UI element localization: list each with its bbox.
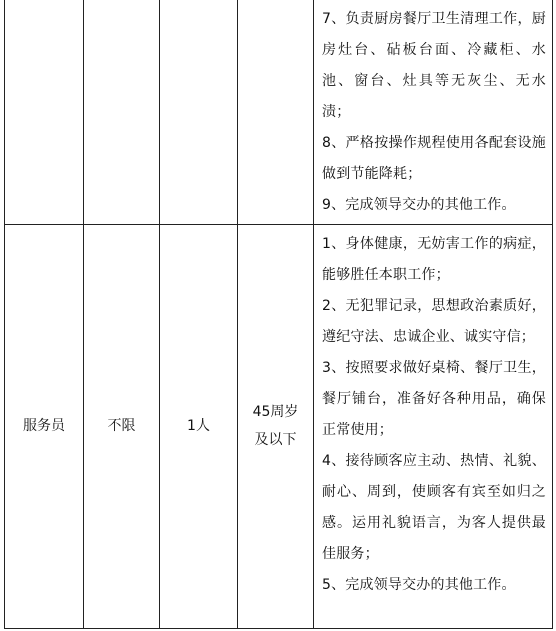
headcount-cell [160,0,238,224]
duty-item: 4、接待顾客应主动、热情、礼貌、耐心、周到，使顾客有宾至如归之感。运用礼貌语言，为客人提供最佳服务； [322,452,546,562]
age-cell [238,0,314,224]
duty-item: 5、完成领导交办的其他工作。 [322,576,516,593]
education-cell: 不限 [84,224,160,628]
headcount-cell: 1人 [160,224,238,628]
position-cell [5,0,84,224]
duty-item: 8、严格按操作规程使用各配套设施做到节能降耗； [322,135,546,182]
duties-cell [314,224,553,628]
duties-cell [314,0,553,224]
position-cell: 服务员 [5,224,84,628]
duty-item: 3、按照要求做好桌椅、餐厅卫生，餐厅铺台，准备好各种用品，确保正常使用； [322,359,546,438]
duty-item: 9、完成领导交办的其他工作。 [322,197,516,213]
education-cell [84,0,160,224]
duty-item: 7、负责厨房餐厅卫生清理工作，厨房灶台、砧板台面、冷藏柜、水池、窗台、灶具等无灰尘、无水渍； [322,11,546,120]
duty-list [322,229,546,601]
job-requirements-table [4,0,553,629]
age-cell: 45周岁及以下 [252,404,299,448]
duty-item: 1、身体健康，无妨害工作的病症，能够胜任本职工作； [322,235,546,283]
age-cell-wrapper [238,224,314,628]
table-row [5,0,553,224]
table-row [5,224,553,628]
duty-list [322,4,546,221]
duty-item: 2、无犯罪记录，思想政治素质好，遵纪守法、忠诚企业、诚实守信； [322,297,546,345]
